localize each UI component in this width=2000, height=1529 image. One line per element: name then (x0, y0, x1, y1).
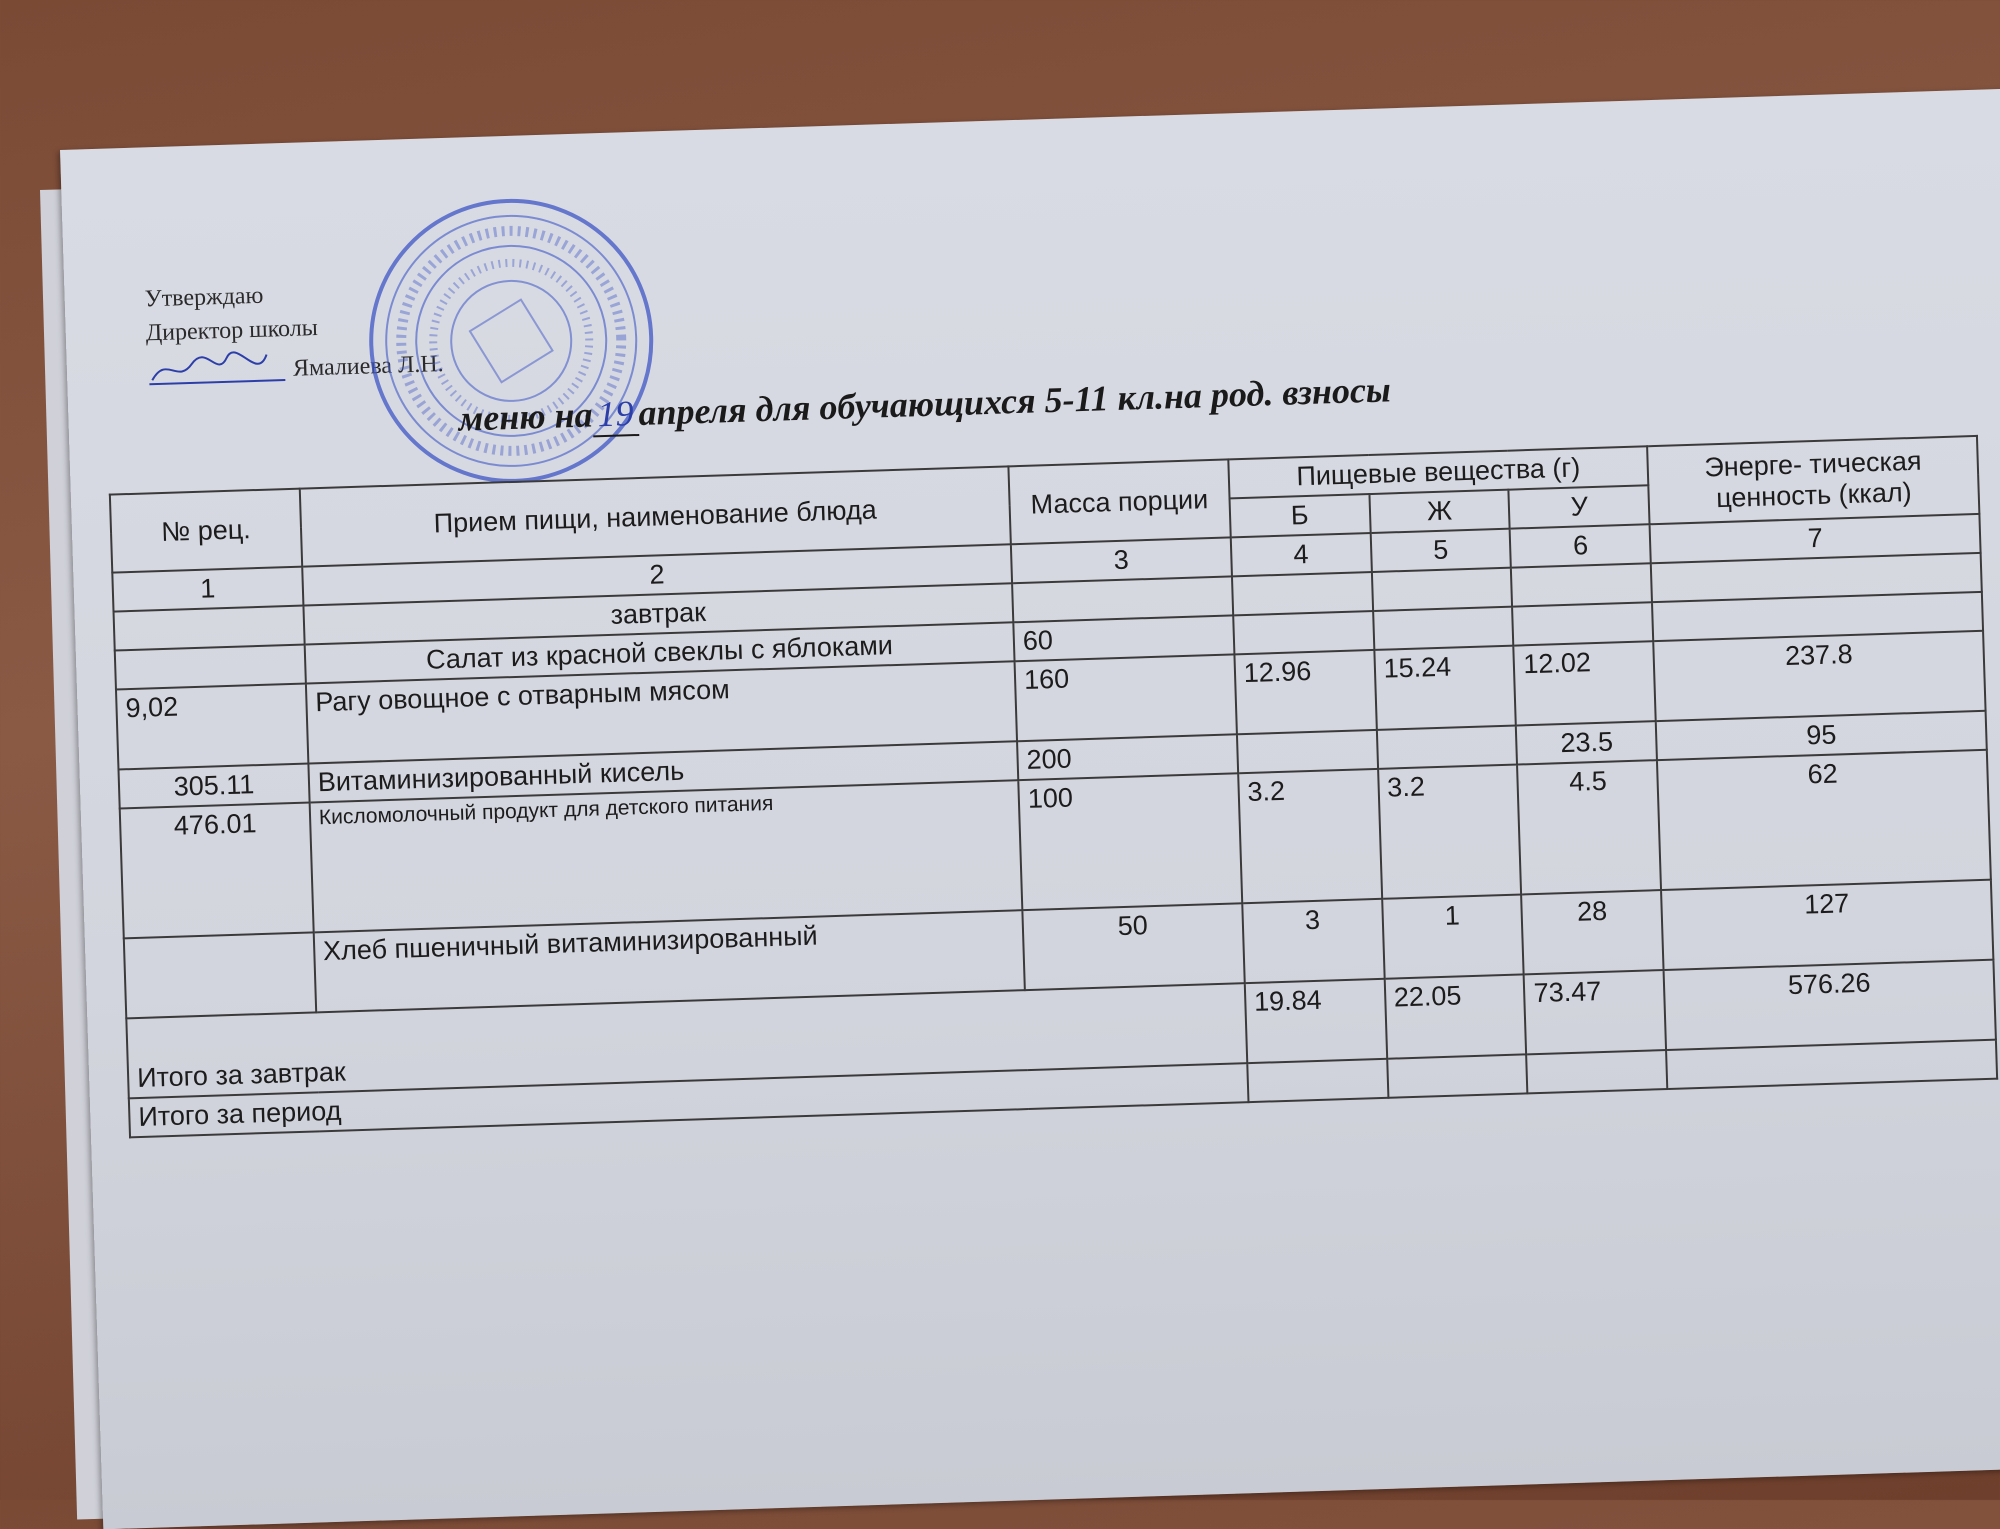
portion-mass: 50 (1022, 903, 1244, 990)
dish-name: Хлеб пшеничный витаминизированный (314, 910, 1025, 1012)
col-number: 4 (1230, 533, 1371, 576)
protein: 3 (1242, 899, 1384, 983)
col-number: 1 (112, 567, 303, 612)
approval-line: Утверждаю (144, 282, 264, 313)
total-carbs: 73.47 (1524, 970, 1666, 1054)
col-number: 3 (1011, 537, 1232, 583)
fat: 3.2 (1378, 765, 1522, 899)
total-period-label: Итого за период (129, 1063, 1248, 1137)
col-number: 7 (1650, 514, 1981, 563)
carbs: 4.5 (1517, 760, 1661, 894)
header-dish: Прием пищи, наименование блюда (300, 466, 1011, 566)
portion-mass: 60 (1013, 615, 1234, 661)
header-nutrients: Пищевые вещества (г) (1228, 446, 1649, 498)
portion-mass: 200 (1017, 734, 1238, 780)
recipe-num (124, 932, 316, 1018)
director-name: Ямалиева Л.Н. (292, 351, 444, 382)
col-number: 2 (302, 544, 1012, 605)
protein: 12.96 (1234, 650, 1376, 734)
menu-table (109, 435, 1998, 1138)
title-day: 19 (592, 392, 639, 437)
signature-icon (146, 346, 287, 390)
menu-document (60, 88, 2000, 1529)
carbs: 23.5 (1516, 721, 1657, 764)
protein (1233, 611, 1374, 654)
fat: 15.24 (1374, 646, 1516, 730)
header-b: Б (1229, 494, 1370, 537)
dish-name: Рагу овощное с отварным мясом (306, 661, 1017, 763)
recipe-num: 305.11 (118, 764, 309, 809)
portion-mass: 160 (1014, 654, 1236, 741)
protein (1237, 730, 1378, 773)
recipe-num: 476.01 (120, 802, 314, 938)
total-kcal: 576.26 (1664, 960, 1996, 1050)
header-u: У (1509, 485, 1650, 528)
fat (1376, 726, 1517, 769)
recipe-num (115, 645, 306, 690)
fat: 1 (1382, 894, 1524, 978)
header-energy: Энерге- тическая ценность (ккал) (1647, 436, 1979, 524)
header-num: № рец. (110, 489, 302, 573)
section-label: завтрак (303, 583, 1013, 644)
kcal: 95 (1656, 711, 1987, 760)
carbs (1513, 602, 1654, 645)
title-suffix: апреля для обучающихся 5-11 кл.на род. взносы (637, 369, 1392, 433)
col-number: 5 (1370, 529, 1511, 572)
director-line: Директор школы (145, 314, 319, 347)
dish-name: Кисломолочный продукт для детского питания (309, 780, 1022, 932)
dish-name: Салат из красной свеклы с яблоками (304, 622, 1014, 683)
kcal: 62 (1657, 750, 1991, 890)
recipe-num: 9,02 (116, 684, 308, 770)
portion-mass: 100 (1018, 773, 1242, 910)
fat (1373, 607, 1514, 650)
header-zh: Ж (1369, 490, 1510, 533)
header-mass: Масса порции (1008, 459, 1230, 544)
title-prefix: меню на (458, 394, 594, 439)
total-fat: 22.05 (1384, 974, 1526, 1058)
total-protein: 19.84 (1244, 979, 1386, 1063)
protein: 3.2 (1238, 769, 1382, 903)
total-breakfast-label: Итого за завтрак (126, 983, 1247, 1098)
carbs: 12.02 (1514, 641, 1656, 725)
col-number: 6 (1510, 524, 1651, 567)
dish-name: Витаминизированный кисель (308, 741, 1018, 802)
school-stamp-icon (357, 186, 666, 495)
carbs: 28 (1522, 890, 1664, 974)
kcal: 237.8 (1654, 631, 1986, 721)
kcal: 127 (1661, 880, 1993, 970)
